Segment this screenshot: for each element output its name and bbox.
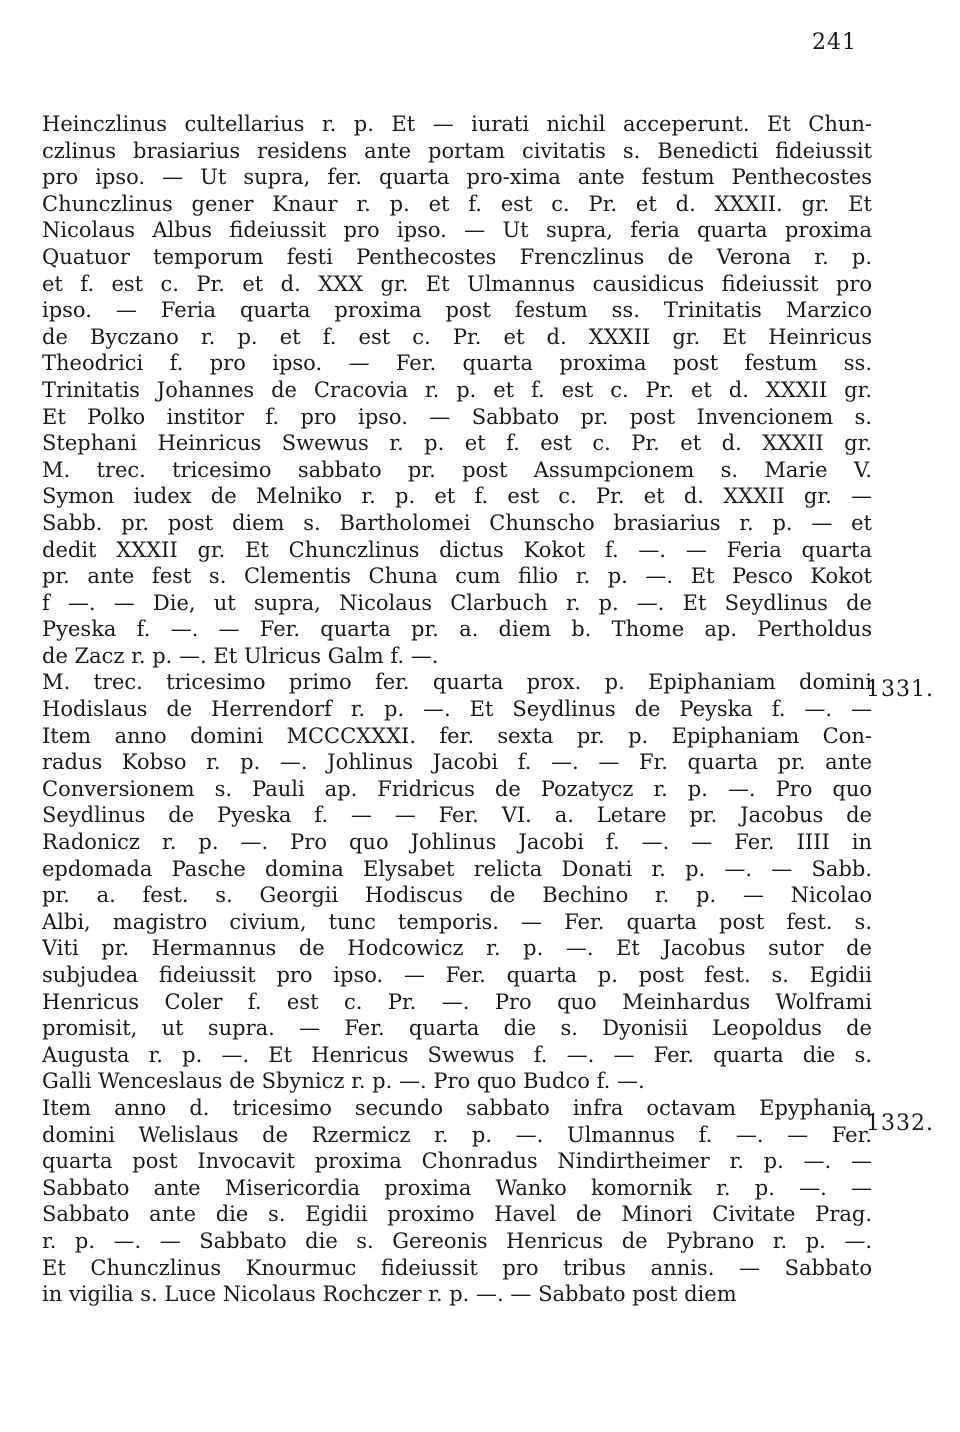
text-line: dedit XXXII gr. Et Chunczlinus dictus Kokot f. —. — Feria quarta [42,537,872,562]
text-line: de Zacz r. p. —. Et Ulricus Galm f. —. [42,643,439,668]
text-line: Et Chunczlinus Knourmuc fideiussit pro tribus annis. — Sabbato [42,1255,872,1280]
text-line: M. trec. tricesimo sabbato pr. post Assumpcionem s. Marie V. [42,457,872,482]
text-line: Chunczlinus gener Knaur r. p. et f. est c. Pr. et d. XXXII. gr. Et [42,191,872,216]
text-line: Albi, magistro civium, tunc temporis. — Fer. quarta post fest. s. [42,909,872,934]
text-line: Item anno d. tricesimo secundo sabbato infra octavam Epyphania [42,1095,872,1120]
text-line: Augusta r. p. —. Et Henricus Swewus f. —. — Fer. quarta die s. [42,1042,872,1067]
text-line: Sabbato ante die s. Egidii proximo Havel de Minori Civitate Prag. [42,1202,872,1227]
text-line: Heinczlinus cultellarius r. p. Et — iurati nichil acceperunt. Et Chun- [42,112,872,136]
margin-year-1331: 1331. [866,677,934,702]
text-line: Sabb. pr. post diem s. Bartholomei Chunscho brasiarius r. p. — et [42,510,872,535]
text-line: Seydlinus de Pyeska f. — — Fer. VI. a. Letare pr. Jacobus de [42,803,872,828]
text-line: Trinitatis Johannes de Cracovia r. p. et f. est c. Pr. et d. XXXII gr. [42,377,872,402]
text-line: Conversionem s. Pauli ap. Fridricus de Pozatycz r. p. —. Pro quo [42,776,872,801]
text-line: Quatuor temporum festi Penthecostes Frenczlinus de Verona r. p. [42,244,872,269]
text-line: Theodrici f. pro ipso. — Fer. quarta proxima post festum ss. [42,351,872,376]
text-line: f —. — Die, ut supra, Nicolaus Clarbuch r. p. —. Et Seydlinus de [42,590,872,615]
text-line: Viti pr. Hermannus de Hodcowicz r. p. —. Et Jacobus sutor de [42,936,872,961]
text-line: quarta post Invocavit proxima Chonradus Nindirtheimer r. p. —. — [42,1149,872,1174]
text-line: domini Welislaus de Rzermicz r. p. —. Ulmannus f. —. — Fer. [42,1122,872,1147]
text-line: pr. a. fest. s. Georgii Hodiscus de Bechino r. p. — Nicolao [42,883,872,908]
text-line: promisit, ut supra. — Fer. quarta die s. Dyonisii Leopoldus de [42,1016,872,1041]
text-line: Symon iudex de Melniko r. p. et f. est c. Pr. et d. XXXII gr. — [42,484,872,509]
text-line: epdomada Pasche domina Elysabet relicta Donati r. p. —. — Sabb. [42,856,872,881]
text-line: Pyeska f. —. — Fer. quarta pr. a. diem b. Thome ap. Pertholdus [42,617,872,642]
text-line: de Byczano r. p. et f. est c. Pr. et d. XXXII gr. Et Heinricus [42,324,872,349]
text-line: Et Polko institor f. pro ipso. — Sabbato pr. post Invencionem s. [42,404,872,429]
text-line: pr. ante fest s. Clementis Chuna cum filio r. p. —. Et Pesco Kokot [42,564,872,589]
text-line: ipso. — Feria quarta proxima post festum ss. Trinitatis Marzico [42,298,872,323]
margin-year-1332: 1332. [866,1111,934,1136]
text-line: et f. est c. Pr. et d. XXX gr. Et Ulmannus causidicus fideiussit pro [42,271,872,296]
text-line: Hodislaus de Herrendorf r. p. —. Et Seydlinus de Peyska f. —. — [42,697,872,722]
text-line: r. p. —. — Sabbato die s. Gereonis Henricus de Pybrano r. p. —. [42,1228,872,1253]
text-line: czlinus brasiarius residens ante portam civitatis s. Benedicti fideiussit [42,138,872,163]
text-line: Item anno domini MCCCXXXI. fer. sexta pr. p. Epiphaniam Con- [42,723,872,748]
text-line: M. trec. tricesimo primo fer. quarta prox. p. Epiphaniam domini [42,670,872,695]
text-line: Radonicz r. p. —. Pro quo Johlinus Jacobi f. —. — Fer. IIII in [42,830,872,855]
text-line: pro ipso. — Ut supra, fer. quarta pro-xima ante festum Penthecostes [42,165,872,190]
text-line: radus Kobso r. p. —. Johlinus Jacobi f. —. — Fr. quarta pr. ante [42,750,872,775]
body-text [42,111,872,1308]
page-number: 241 [812,30,857,55]
text-line: Galli Wenceslaus de Sbynicz r. p. —. Pro quo Budco f. —. [42,1069,645,1094]
text-line: Stephani Heinricus Swewus r. p. et f. est c. Pr. et d. XXXII gr. [42,431,872,456]
text-line: Nicolaus Albus fideiussit pro ipso. — Ut supra, feria quarta proxima [42,218,872,243]
text-line: Henricus Coler f. est c. Pr. —. Pro quo Meinhardus Wolframi [42,989,872,1014]
text-line: Sabbato ante Misericordia proxima Wanko komornik r. p. —. — [42,1175,872,1200]
text-line: in vigilia s. Luce Nicolaus Rochczer r. p. —. — Sabbato post diem [42,1282,737,1307]
text-line: subjudea fideiussit pro ipso. — Fer. quarta p. post fest. s. Egidii [42,963,872,987]
